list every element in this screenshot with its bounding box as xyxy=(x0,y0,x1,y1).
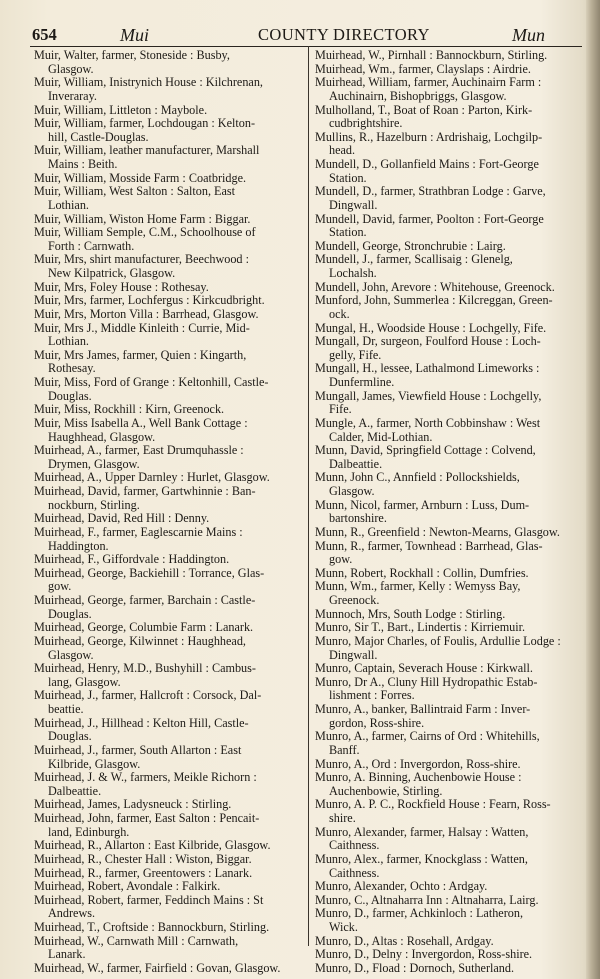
entry-line: Muirhead, George, farmer, Barchain : Castle- xyxy=(34,593,256,607)
directory-entry xyxy=(313,730,581,757)
directory-entry xyxy=(32,403,303,417)
directory-entry xyxy=(313,213,581,240)
entry-line: Muirhead, W., Pirnhall : Bannockburn, Stirling. xyxy=(315,48,548,62)
entry-continuation: Kilbride, Glasgow. xyxy=(48,756,141,771)
directory-entry xyxy=(32,867,303,881)
directory-entry xyxy=(313,894,581,908)
entry-continuation: Auchinairn, Bishopbriggs, Glasgow. xyxy=(329,88,507,103)
entry-line: Mundell, John, Arevore : Whitehouse, Greenock. xyxy=(315,279,555,294)
entry-line: Mundell, David, farmer, Poolton : Fort-George xyxy=(315,211,544,226)
entry-continuation: Douglas. xyxy=(48,729,92,744)
entry-continuation: Dalbeattie. xyxy=(329,456,383,471)
directory-entry xyxy=(313,853,581,880)
entry-line: Mulholland, T., Boat of Roan : Parton, Kirk- xyxy=(315,102,533,117)
entry-line: Muirhead, David, Red Hill : Denny. xyxy=(34,511,210,526)
directory-entry xyxy=(313,826,581,853)
entry-line: Muir, Mrs, Foley House : Rothesay. xyxy=(34,279,209,294)
entry-line: Munro, Alex., farmer, Knockglass : Watten, xyxy=(315,851,528,866)
directory-entry xyxy=(313,676,581,703)
entry-line: Muir, Miss, Rockhill : Kirn, Greenock. xyxy=(34,402,225,417)
directory-entry xyxy=(313,240,581,254)
directory-entry xyxy=(32,49,303,76)
directory-entry xyxy=(313,580,581,607)
entry-continuation: Station. xyxy=(329,170,367,185)
directory-entry xyxy=(313,185,581,212)
header-rule xyxy=(30,46,582,47)
entry-line: Muirhead, David, farmer, Gartwhinnie : Ban- xyxy=(34,484,256,498)
column-divider xyxy=(308,46,309,946)
entry-line: Munn, John C., Annfield : Pollockshields, xyxy=(315,470,520,485)
directory-entry xyxy=(32,635,303,662)
directory-entry xyxy=(32,594,303,621)
entry-line: Muirhead, J., Hillhead : Kelton Hill, Castle- xyxy=(34,715,249,730)
directory-entry xyxy=(32,376,303,403)
entry-continuation: Dunfermline. xyxy=(329,375,395,389)
entry-line: Muirhead, W., Carnwath Mill : Carnwath, xyxy=(34,933,239,948)
entry-line: Muir, Miss Isabella A., Well Bank Cottage : xyxy=(34,415,248,430)
directory-entry xyxy=(32,117,303,144)
entry-line: Muir, Mrs, Morton Villa : Barrhead, Glasgow. xyxy=(34,306,259,321)
directory-entry xyxy=(313,567,581,581)
entry-line: Muir, Mrs, shirt manufacturer, Beechwood : xyxy=(34,252,249,267)
entry-line: Mundell, J., farmer, Scallisaig : Glenelg, xyxy=(315,252,513,267)
right-column xyxy=(313,49,581,976)
directory-entry xyxy=(32,104,303,118)
directory-entry xyxy=(313,294,581,321)
entry-continuation: Fife. xyxy=(329,402,352,417)
directory-entry xyxy=(313,608,581,622)
directory-entry xyxy=(32,921,303,935)
directory-entry xyxy=(32,322,303,349)
entry-continuation: Andrews. xyxy=(48,906,96,921)
entry-line: Munro, Alexander, farmer, Halsay : Watten, xyxy=(315,824,529,839)
directory-entry xyxy=(313,526,581,540)
entry-line: Munn, Nicol, farmer, Arnburn : Luss, Dum- xyxy=(315,497,530,512)
entry-continuation: head. xyxy=(329,143,356,158)
left-column xyxy=(32,49,303,976)
entry-continuation: Drymen, Glasgow. xyxy=(48,456,140,471)
entry-continuation: lishment : Forres. xyxy=(329,688,415,703)
directory-entry xyxy=(313,335,581,362)
directory-entry xyxy=(313,758,581,772)
entry-line: Muir, Walter, farmer, Stoneside : Busby, xyxy=(34,48,230,62)
entry-continuation: Caithness. xyxy=(329,865,380,880)
entry-line: Muir, William, West Salton : Salton, East xyxy=(34,184,236,199)
entry-continuation: Glasgow. xyxy=(329,484,375,498)
directory-entry xyxy=(313,935,581,949)
entry-continuation: Haughhead, Glasgow. xyxy=(48,429,156,444)
directory-entry xyxy=(313,771,581,798)
directory-entry xyxy=(32,689,303,716)
entry-line: Munro, Sir T., Bart., Lindertis : Kirriemuir. xyxy=(315,620,526,635)
entry-continuation: Banff. xyxy=(329,742,360,757)
entry-line: Muir, William, Wiston Home Farm : Biggar. xyxy=(34,211,251,226)
entry-line: Muirhead, R., Allarton : East Kilbride, Glasgow. xyxy=(34,838,271,853)
entry-line: Muirhead, Robert, farmer, Feddinch Mains : St xyxy=(34,892,264,907)
entry-line: Muirhead, R., farmer, Greentowers : Lanark. xyxy=(34,865,253,880)
entry-line: Muir, Miss, Ford of Grange : Keltonhill, Castle- xyxy=(34,375,269,389)
entry-continuation: gow. xyxy=(48,579,72,594)
entry-line: Muir, William, Littleton : Maybole. xyxy=(34,102,208,117)
directory-entry xyxy=(32,349,303,376)
page-number: 654 xyxy=(32,25,57,44)
entry-line: Muirhead, W., farmer, Fairfield : Govan, Glasgow. xyxy=(34,960,281,975)
directory-entry xyxy=(313,635,581,662)
entry-line: Muir, William, Mosside Farm : Coatbridge. xyxy=(34,170,247,185)
catchword-left: Mui xyxy=(120,25,149,45)
entry-continuation: Forth : Carnwath. xyxy=(48,238,135,253)
entry-line: Munro, C., Altnaharra Inn : Altnaharra, Lairg. xyxy=(315,892,539,907)
directory-entry xyxy=(32,744,303,771)
entry-continuation: Lochalsh. xyxy=(329,266,377,280)
entry-line: Munro, A., farmer, Cairns of Ord : Whitehills, xyxy=(315,729,540,744)
entry-line: Mungall, James, Viewfield House : Lochgelly, xyxy=(315,388,542,403)
entry-continuation: Station. xyxy=(329,225,367,240)
entry-line: Muirhead, George, Columbie Farm : Lanark. xyxy=(34,620,254,635)
entry-line: Muirhead, R., Chester Hall : Wiston, Biggar. xyxy=(34,851,252,866)
directory-entry xyxy=(313,962,581,976)
directory-entry xyxy=(313,322,581,336)
entry-continuation: Dingwall. xyxy=(329,647,378,662)
entry-line: Mungall, H., lessee, Lathalmond Limeworks : xyxy=(315,361,540,376)
directory-entry xyxy=(313,880,581,894)
entry-continuation: Lothian. xyxy=(48,334,89,349)
directory-entry xyxy=(32,798,303,812)
entry-line: Muir, Mrs James, farmer, Quien : Kingarth, xyxy=(34,347,247,362)
directory-entry xyxy=(313,158,581,185)
entry-line: Munro, A., banker, Ballintraid Farm : Inver- xyxy=(315,702,531,716)
entry-continuation: Rothesay. xyxy=(48,361,96,376)
directory-entry xyxy=(313,471,581,498)
entry-line: Muirhead, F., farmer, Eaglescarnie Mains : xyxy=(34,524,243,539)
directory-entry xyxy=(313,798,581,825)
entry-line: Munro, A. Binning, Auchenbowie House : xyxy=(315,770,522,785)
directory-entry xyxy=(32,839,303,853)
entry-line: Mundell, D., Gollanfield Mains : Fort-George xyxy=(315,157,539,171)
entry-line: Muirhead, Robert, Avondale : Falkirk. xyxy=(34,879,221,894)
entry-line: Muirhead, A., Upper Darnley : Hurlet, Glasgow. xyxy=(34,470,270,485)
entry-line: Muirhead, Wm., farmer, Clayslaps : Airdrie. xyxy=(315,61,531,76)
entry-line: Muir, Mrs J., Middle Kinleith : Currie, Mid- xyxy=(34,320,250,335)
directory-entry xyxy=(313,390,581,417)
entry-line: Munford, John, Summerlea : Kilcreggan, Green- xyxy=(315,293,553,308)
directory-entry xyxy=(32,226,303,253)
directory-entry xyxy=(32,662,303,689)
entry-line: Mungall, Dr, surgeon, Foulford House : Loch- xyxy=(315,334,541,349)
directory-entry xyxy=(32,417,303,444)
entry-continuation: Dingwall. xyxy=(329,197,378,212)
entry-line: Muirhead, J., farmer, South Allarton : East xyxy=(34,742,242,757)
entry-line: Munn, Robert, Rockhall : Collin, Dumfries. xyxy=(315,565,529,580)
entry-continuation: bartonshire. xyxy=(329,511,387,526)
entry-continuation: hill, Castle-Douglas. xyxy=(48,129,149,144)
directory-entry xyxy=(32,567,303,594)
entry-line: Munn, R., Greenfield : Newton-Mearns, Glasgow. xyxy=(315,524,560,539)
directory-entry xyxy=(32,853,303,867)
entry-line: Munro, Captain, Severach House : Kirkwall. xyxy=(315,661,533,676)
entry-continuation: land, Edinburgh. xyxy=(48,824,130,839)
entry-line: Muirhead, William, farmer, Auchinairn Farm : xyxy=(315,75,542,90)
catchword-right: Mun xyxy=(512,25,545,45)
entry-line: Muirhead, J. & W., farmers, Meikle Richorn : xyxy=(34,770,257,785)
entry-continuation: Glasgow. xyxy=(48,61,94,76)
directory-entry xyxy=(313,281,581,295)
entry-line: Munro, D., Fload : Dornoch, Sutherland. xyxy=(315,960,515,975)
entry-line: Muir, Mrs, farmer, Lochfergus : Kirkcudbright. xyxy=(34,293,265,308)
directory-entry xyxy=(32,771,303,798)
directory-entry xyxy=(313,253,581,280)
entry-continuation: Calder, Mid-Lothian. xyxy=(329,429,433,444)
entry-line: Munn, Wm., farmer, Kelly : Wemyss Bay, xyxy=(315,579,521,594)
entry-line: Muirhead, J., farmer, Hallcroft : Corsock, Dal- xyxy=(34,688,262,703)
directory-entry xyxy=(313,63,581,77)
entry-continuation: Inveraray. xyxy=(48,88,97,103)
entry-continuation: gow. xyxy=(329,552,353,567)
directory-entry xyxy=(32,485,303,512)
directory-entry xyxy=(32,294,303,308)
entry-continuation: Dalbeattie. xyxy=(48,783,102,798)
entry-line: Muir, William Semple, C.M., Schoolhouse of xyxy=(34,225,256,240)
directory-entry xyxy=(32,471,303,485)
directory-entry xyxy=(313,948,581,962)
entry-continuation: beattie. xyxy=(48,702,84,716)
entry-line: Muirhead, A., farmer, East Drumquhassle : xyxy=(34,443,244,458)
entry-line: Mullins, R., Hazelburn : Ardrishaig, Lochgilp- xyxy=(315,129,543,144)
entry-continuation: Wick. xyxy=(329,920,358,934)
directory-entry xyxy=(32,935,303,962)
entry-line: Munn, David, Springfield Cottage : Colvend, xyxy=(315,443,536,458)
entry-line: Munro, Major Charles, of Foulis, Ardullie Lodge : xyxy=(315,633,561,648)
book-edge xyxy=(586,0,600,979)
entry-line: Muirhead, George, Kilwinnet : Haughhead, xyxy=(34,633,246,648)
entry-line: Muir, William, farmer, Lochdougan : Kelton- xyxy=(34,116,256,131)
directory-entry xyxy=(32,281,303,295)
entry-line: Munro, A., Ord : Invergordon, Ross-shire. xyxy=(315,756,521,771)
directory-entry xyxy=(32,185,303,212)
entry-line: Mundell, D., farmer, Strathbran Lodge : Garve, xyxy=(315,184,546,199)
entry-continuation: Greenock. xyxy=(329,593,380,607)
directory-entry xyxy=(313,540,581,567)
entry-line: Muir, William, leather manufacturer, Marshall xyxy=(34,143,260,158)
entry-continuation: Glasgow. xyxy=(48,647,94,662)
running-header xyxy=(32,23,580,47)
directory-entry xyxy=(313,444,581,471)
entry-line: Mungle, A., farmer, North Cobbinshaw : West xyxy=(315,415,541,430)
directory-entry xyxy=(313,131,581,158)
directory-entry xyxy=(32,144,303,171)
directory-entry xyxy=(313,362,581,389)
directory-entry xyxy=(32,894,303,921)
directory-entry xyxy=(32,717,303,744)
directory-entry xyxy=(32,553,303,567)
entry-line: Muirhead, Henry, M.D., Bushyhill : Cambus- xyxy=(34,661,256,676)
directory-entry xyxy=(313,49,581,63)
entry-line: Muirhead, John, farmer, East Salton : Pencait- xyxy=(34,811,260,825)
entry-line: Mundell, George, Stronchrubie : Lairg. xyxy=(315,238,506,253)
entry-continuation: Mains : Beith. xyxy=(48,157,118,171)
directory-entry xyxy=(313,703,581,730)
entry-line: Munro, D., Delny : Invergordon, Ross-shire. xyxy=(315,947,533,962)
directory-entry xyxy=(32,526,303,553)
entry-line: Munro, A. P. C., Rockfield House : Fearn, Ross- xyxy=(315,797,551,812)
directory-entry xyxy=(32,76,303,103)
entry-line: Muirhead, T., Croftside : Bannockburn, Stirling. xyxy=(34,920,270,934)
entry-continuation: Caithness. xyxy=(329,838,380,853)
entry-line: Munro, Dr A., Cluny Hill Hydropathic Estab- xyxy=(315,674,538,689)
directory-entry xyxy=(32,444,303,471)
directory-entry xyxy=(313,662,581,676)
entry-continuation: New Kilpatrick, Glasgow. xyxy=(48,266,176,280)
directory-entry xyxy=(32,880,303,894)
entry-line: Munn, R., farmer, Townhead : Barrhead, Glas- xyxy=(315,538,543,553)
entry-line: Muirhead, George, Backiehill : Torrance, Glas- xyxy=(34,565,265,580)
entry-line: Munnoch, Mrs, South Lodge : Stirling. xyxy=(315,606,506,621)
entry-continuation: Lothian. xyxy=(48,197,89,212)
directory-entry xyxy=(313,499,581,526)
page-title: COUNTY DIRECTORY xyxy=(258,25,430,44)
directory-entry xyxy=(32,172,303,186)
directory-entry xyxy=(313,417,581,444)
directory-entry xyxy=(32,621,303,635)
directory-entry xyxy=(32,213,303,227)
entry-line: Munro, D., farmer, Achkinloch : Latheron, xyxy=(315,906,523,921)
entry-continuation: shire. xyxy=(329,811,356,825)
entry-continuation: gordon, Ross-shire. xyxy=(329,715,425,730)
directory-entry xyxy=(313,621,581,635)
entry-continuation: Douglas. xyxy=(48,606,92,621)
entry-continuation: Douglas. xyxy=(48,388,92,403)
entry-line: Munro, Alexander, Ochto : Ardgay. xyxy=(315,879,488,894)
directory-entry xyxy=(32,308,303,322)
directory-entry xyxy=(313,76,581,103)
entry-continuation: Lanark. xyxy=(48,947,86,962)
directory-entry xyxy=(32,512,303,526)
entry-continuation: Auchenbowie, Stirling. xyxy=(329,783,443,798)
directory-entry xyxy=(32,253,303,280)
directory-entry xyxy=(313,104,581,131)
entry-continuation: Haddington. xyxy=(48,538,109,553)
directory-entry xyxy=(32,962,303,976)
entry-line: Muir, William, Inistrynich House : Kilchrenan, xyxy=(34,75,263,90)
directory-entry xyxy=(32,812,303,839)
entry-continuation: gelly, Fife. xyxy=(329,347,382,362)
entry-continuation: nockburn, Stirling. xyxy=(48,497,140,512)
entry-continuation: ock. xyxy=(329,306,350,321)
entry-line: Muirhead, F., Giffordvale : Haddington. xyxy=(34,552,230,567)
entry-line: Mungal, H., Woodside House : Lochgelly, Fife. xyxy=(315,320,547,335)
directory-entry xyxy=(313,907,581,934)
entry-line: Munro, D., Altas : Rosehall, Ardgay. xyxy=(315,933,494,948)
entry-continuation: cudbrightshire. xyxy=(329,116,403,131)
entry-continuation: lang, Glasgow. xyxy=(48,674,121,689)
entry-line: Muirhead, James, Ladysneuck : Stirling. xyxy=(34,797,232,812)
